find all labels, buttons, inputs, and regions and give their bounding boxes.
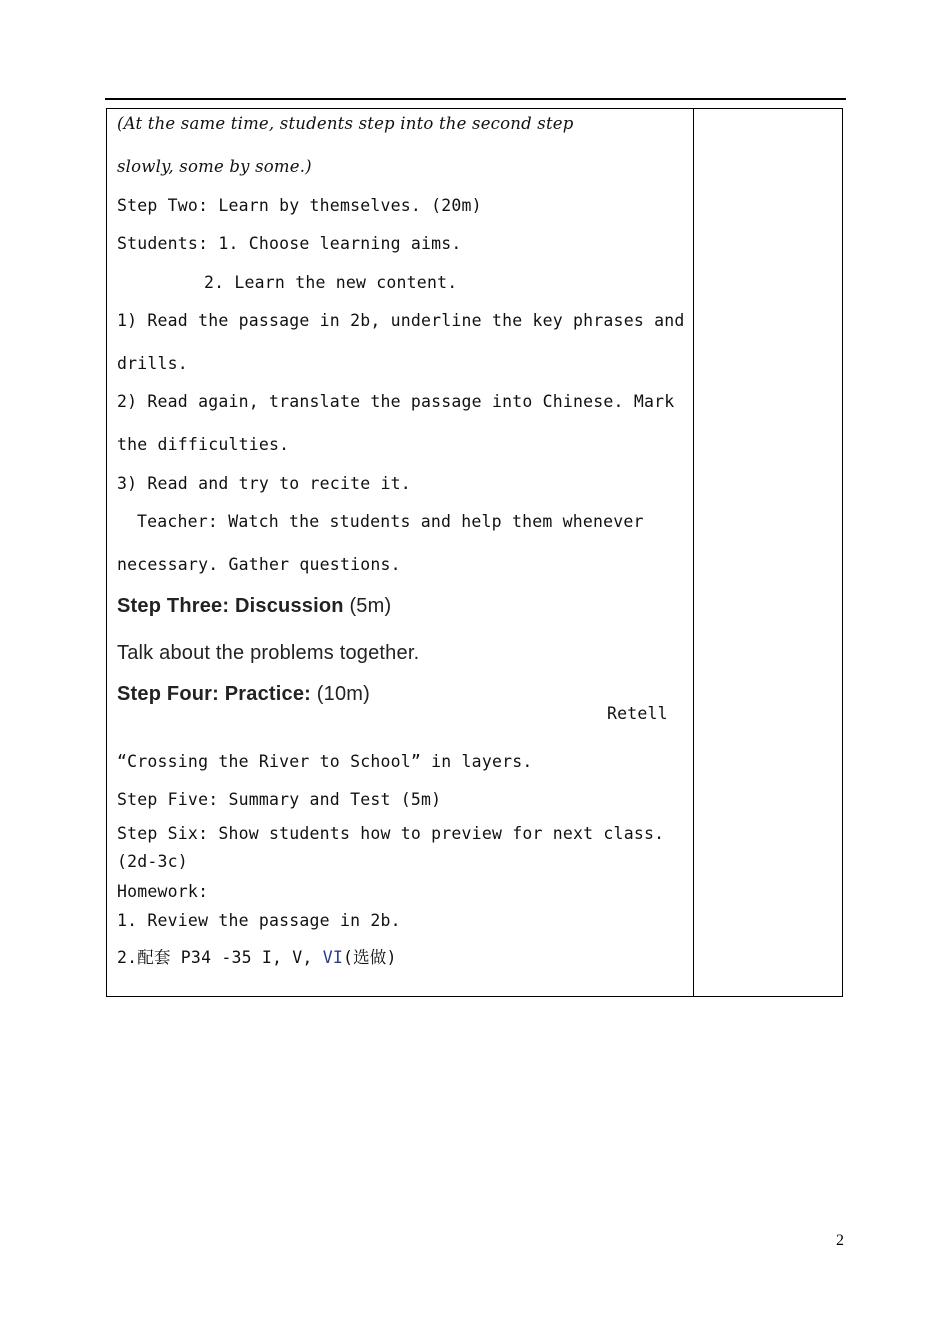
instruction-2-cont: the difficulties.: [117, 435, 290, 454]
students-task-1: Students: 1. Choose learning aims.: [117, 234, 462, 253]
step-four-heading: [117, 683, 370, 706]
step-three-label: Step Three: Discussion: [117, 595, 344, 617]
teacher-line-cont: necessary. Gather questions.: [117, 555, 401, 574]
instruction-1-cont: drills.: [117, 354, 188, 373]
discussion-text: Talk about the problems together.: [117, 642, 420, 664]
line-1: (At the same time, students step into the second step: [117, 114, 574, 133]
step-six-heading: Step Six: Show students how to preview for next class.: [117, 824, 665, 843]
retell-word: Retell: [607, 704, 668, 723]
teacher-line: Teacher: Watch the students and help them whenever: [137, 512, 644, 531]
step-five-heading: Step Five: Summary and Test (5m): [117, 790, 442, 809]
instruction-2: 2) Read again, translate the passage into Chinese. Mark: [117, 392, 675, 411]
students-task-2: 2. Learn the new content.: [204, 273, 458, 292]
line-2: slowly, some by some.): [117, 157, 312, 176]
header-rule: [105, 98, 846, 100]
table-column-divider: [693, 108, 694, 997]
retell-text: “Crossing the River to School” in layers.: [117, 752, 533, 771]
step-six-range: (2d-3c): [117, 852, 188, 871]
homework-item-2-optional: (选做): [342, 948, 397, 967]
instruction-1: 1) Read the passage in 2b, underline the key phrases and: [117, 311, 685, 330]
homework-label: Homework:: [117, 882, 209, 901]
homework-item-2: [117, 944, 397, 968]
page-number: 2: [836, 1232, 844, 1249]
instruction-3: 3) Read and try to recite it.: [117, 474, 411, 493]
step-three-duration: (5m): [343, 595, 392, 617]
homework-item-2-main: 2.配套 P34 -35 I, V,: [117, 948, 323, 967]
step-two-heading: Step Two: Learn by themselves. (20m): [117, 196, 482, 215]
homework-item-2-roman: VI: [322, 948, 343, 967]
homework-item-1: 1. Review the passage in 2b.: [117, 911, 401, 930]
step-four-duration: (10m): [311, 683, 371, 705]
step-three-heading: [117, 595, 391, 618]
step-four-label: Step Four: Practice:: [117, 683, 312, 705]
